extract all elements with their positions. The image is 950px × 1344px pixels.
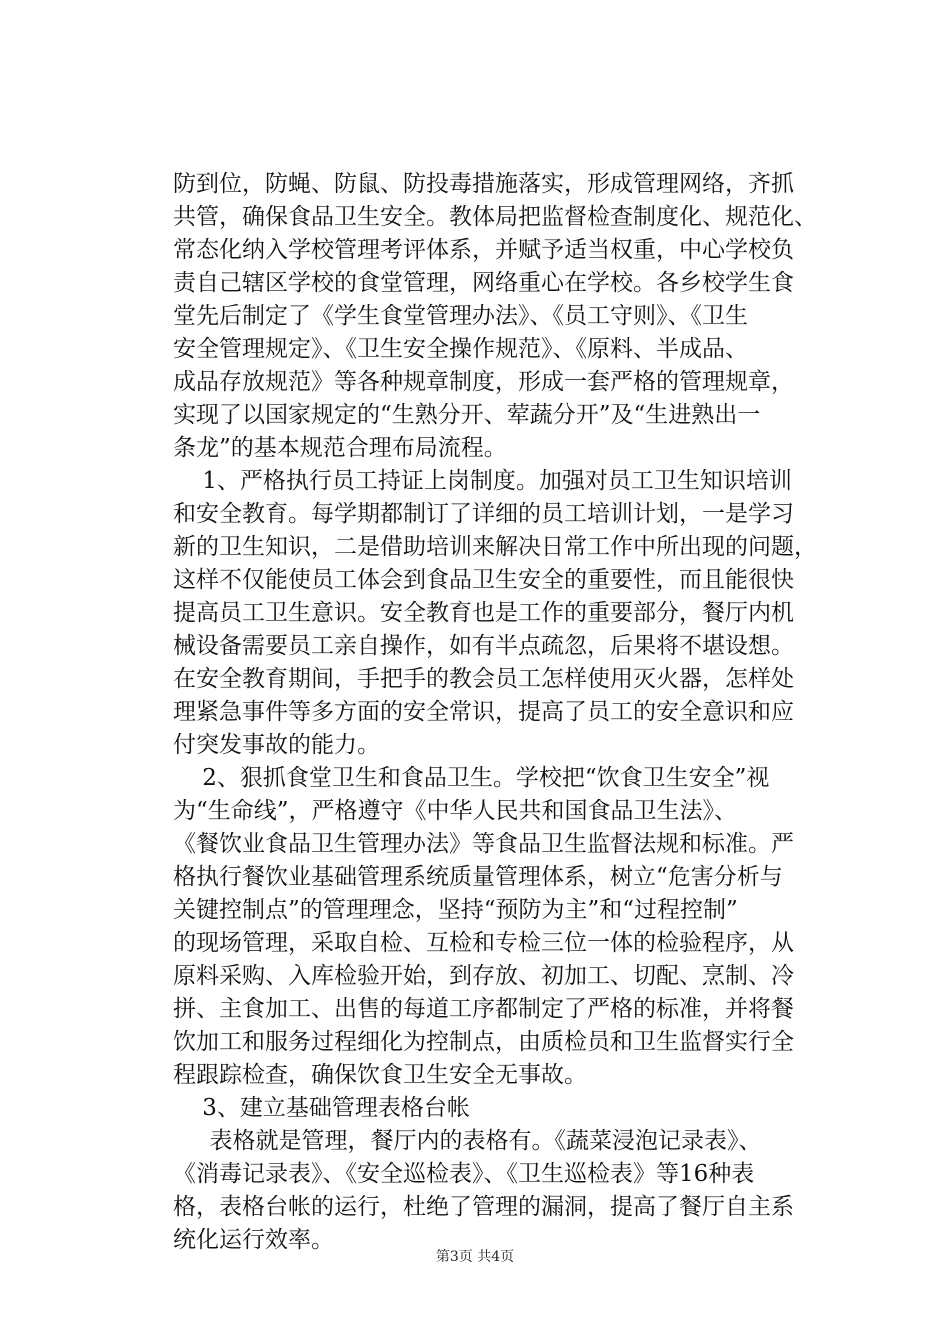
text-line: 表格就是管理，餐厅内的表格有。《蔬菜浸泡记录表》、 (173, 1128, 762, 1154)
text-line: 2、狠抓食堂卫生和食品卫生。学校把“饮食卫生安全”视 (173, 765, 770, 791)
text-line: 共管，确保食品卫生安全。教体局把监督检查制度化、规范化、 (173, 204, 817, 230)
text-line: 械设备需要员工亲自操作，如有半点疏忽，后果将不堪设想。 (173, 633, 794, 659)
text-line: 拼、主食加工、出售的每道工序都制定了严格的标准，并将餐 (173, 996, 794, 1022)
text-line: 格执行餐饮业基础管理系统质量管理体系，树立“危害分析与 (173, 864, 783, 890)
text-line: 这样不仅能使员工体会到食品卫生安全的重要性，而且能很快 (173, 567, 794, 593)
text-line: 关键控制点”的管理理念，坚持“预防为主”和“过程控制” (173, 897, 738, 923)
text-line: 堂先后制定了《学生食堂管理办法》、《员工守则》、《卫生 (173, 303, 748, 329)
text-line: 常态化纳入学校管理考评体系，并赋予适当权重，中心学校负 (173, 237, 794, 263)
text-line: 理紧急事件等多方面的安全常识，提高了员工的安全意识和应 (173, 699, 794, 725)
text-line: 成品存放规范》等各种规章制度，形成一套严格的管理规章， (173, 369, 794, 395)
text-line: 责自己辖区学校的食堂管理，网络重心在学校。各乡校学生食 (173, 270, 794, 296)
text-line: 防到位，防蝇、防鼠、防投毒措施落实，形成管理网络，齐抓 (173, 171, 794, 197)
text-line: 统化运行效率。 (173, 1227, 334, 1253)
text-line: 条龙”的基本规范合理布局流程。 (173, 435, 507, 461)
text-line: 《餐饮业食品卫生管理办法》等食品卫生监督法规和标准。严 (173, 831, 794, 857)
text-line: 提高员工卫生意识。安全教育也是工作的重要部分，餐厅内机 (173, 600, 794, 626)
text-line: 为“生命线”，严格遵守《中华人民共和国食品卫生法》、 (173, 798, 738, 824)
text-line: 付突发事故的能力。 (173, 732, 380, 758)
text-line: 的现场管理，采取自检、互检和专检三位一体的检验程序，从 (173, 930, 794, 956)
page-number-footer: 第3页 共4页 (435, 1249, 515, 1265)
text-line: 3、建立基础管理表格台帐 (173, 1095, 470, 1121)
text-line: 1、严格执行员工持证上岗制度。加强对员工卫生知识培训 (173, 468, 792, 494)
text-line: 在安全教育期间，手把手的教会员工怎样使用灭火器，怎样处 (173, 666, 794, 692)
text-line: 《消毒记录表》、《安全巡检表》、《卫生巡检表》等16种表 (173, 1161, 755, 1187)
text-line: 安全管理规定》、《卫生安全操作规范》、《原料、半成品、 (173, 336, 748, 362)
text-line: 原料采购、入库检验开始，到存放、初加工、切配、烹制、冷 (173, 963, 794, 989)
text-line: 饮加工和服务过程细化为控制点，由质检员和卫生监督实行全 (173, 1029, 794, 1055)
text-line: 程跟踪检查，确保饮食卫生安全无事故。 (173, 1062, 587, 1088)
text-line: 实现了以国家规定的“生熟分开、荤蔬分开”及“生进熟出一 (173, 402, 761, 428)
text-line: 新的卫生知识，二是借助培训来解决日常工作中所出现的问题， (173, 534, 817, 560)
text-line: 格，表格台帐的运行，杜绝了管理的漏洞，提高了餐厅自主系 (173, 1194, 794, 1220)
text-line: 和安全教育。每学期都制订了详细的员工培训计划，一是学习 (173, 501, 794, 527)
document-body (173, 168, 817, 1257)
